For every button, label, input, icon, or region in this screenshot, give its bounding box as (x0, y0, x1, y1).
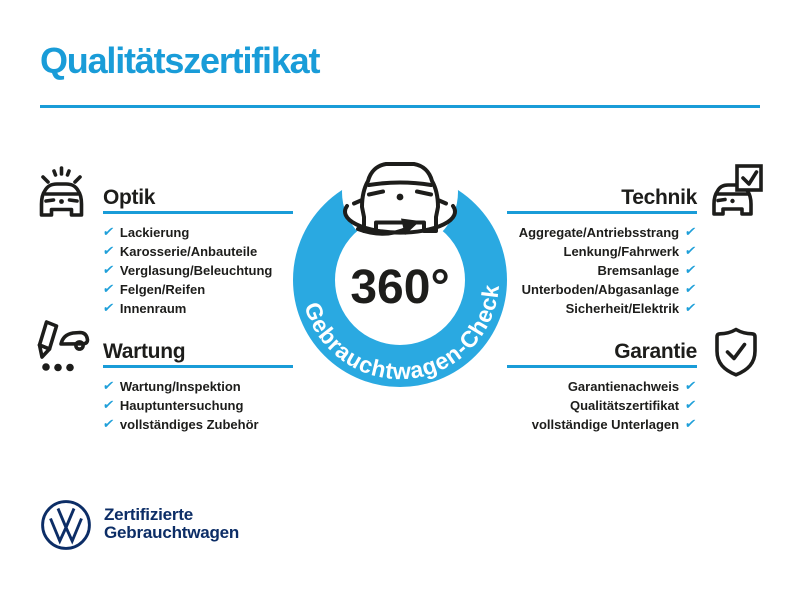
section-rule-technik (507, 211, 697, 214)
brand-line-2: Gebrauchtwagen (104, 522, 240, 542)
list-item (519, 242, 696, 261)
list-item-label: Felgen/Reifen (119, 282, 206, 297)
section-title-garantie: Garantie (614, 340, 697, 363)
pencil-car-checklist-icon (33, 317, 90, 374)
checklist-optik (103, 223, 272, 318)
section-title-optik: Optik (103, 186, 156, 209)
check-icon: ✔ (683, 225, 698, 240)
section-rule-wartung (103, 365, 293, 368)
car-checkbox-icon (708, 161, 766, 219)
list-item-label: Qualitätszertifikat (570, 398, 680, 413)
brand-line-1: Zertifizierte (104, 505, 194, 524)
list-item-label: vollständiges Zubehör (119, 417, 259, 432)
list-item-label: Garantienachweis (567, 379, 680, 394)
list-item (103, 280, 272, 299)
list-item (519, 261, 696, 280)
center-360-graphic (270, 118, 530, 415)
list-item (519, 223, 696, 242)
section-title-wartung: Wartung (103, 340, 186, 363)
check-icon: ✔ (101, 225, 116, 240)
shield-check-icon (714, 326, 758, 378)
check-icon: ✔ (683, 244, 698, 259)
check-icon: ✔ (683, 417, 698, 432)
degree-label: 360° (350, 261, 450, 314)
list-item (103, 396, 259, 415)
list-item-label: vollständige Unterlagen (531, 417, 680, 432)
check-icon: ✔ (101, 282, 116, 297)
list-item-label: Sicherheit/Elektrik (565, 301, 680, 316)
checklist-wartung (103, 377, 259, 434)
list-item-label: Verglasung/Beleuchtung (119, 263, 273, 278)
list-item-label: Aggregate/Antriebsstrang (518, 225, 680, 240)
list-item (519, 280, 696, 299)
list-item (103, 261, 272, 280)
check-icon: ✔ (101, 244, 116, 259)
list-item (519, 299, 696, 318)
list-item-label: Wartung/Inspektion (119, 379, 241, 394)
list-item-label: Lenkung/Fahrwerk (563, 244, 680, 259)
list-item (103, 415, 259, 434)
list-item (532, 415, 696, 434)
list-item (532, 377, 696, 396)
list-item (532, 396, 696, 415)
list-item-label: Innenraum (119, 301, 187, 316)
page-title: Qualitätszertifikat (40, 40, 320, 81)
section-rule-garantie (507, 365, 697, 368)
brand-wordmark (104, 506, 239, 541)
check-icon: ✔ (101, 379, 116, 394)
list-item-label: Hauptuntersuchung (119, 398, 244, 413)
check-icon: ✔ (683, 263, 698, 278)
check-icon: ✔ (683, 379, 698, 394)
list-item (103, 223, 272, 242)
check-icon: ✔ (683, 282, 698, 297)
list-item (103, 377, 259, 396)
list-item (103, 299, 272, 318)
check-icon: ✔ (683, 398, 698, 413)
shiny-car-icon (33, 163, 90, 219)
check-icon: ✔ (101, 263, 116, 278)
list-item-label: Karosserie/Anbauteile (119, 244, 258, 259)
check-icon: ✔ (101, 417, 116, 432)
vw-logo-icon (40, 499, 92, 556)
list-item-label: Bremsanlage (597, 263, 680, 278)
section-rule-optik (103, 211, 293, 214)
list-item-label: Unterboden/Abgasanlage (521, 282, 680, 297)
list-item (103, 242, 272, 261)
title-divider (40, 105, 760, 108)
check-icon: ✔ (683, 301, 698, 316)
section-title-technik: Technik (621, 186, 697, 209)
curved-ring-label: Gebrauchtwagen-Check (299, 282, 505, 385)
check-icon: ✔ (101, 301, 116, 316)
check-icon: ✔ (101, 398, 116, 413)
list-item-label: Lackierung (119, 225, 190, 240)
checklist-garantie (532, 377, 696, 434)
checklist-technik (519, 223, 696, 318)
